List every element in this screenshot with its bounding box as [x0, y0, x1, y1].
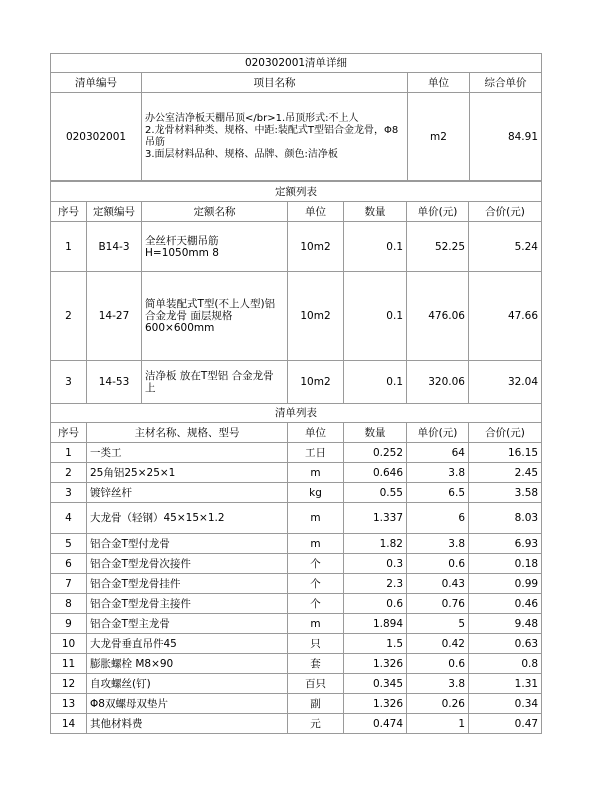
material-cell-qty: 1.894	[344, 614, 407, 634]
quota-cell-code: B14-3	[87, 222, 142, 272]
material-cell-index: 7	[51, 574, 87, 594]
quota-cell-index: 3	[51, 361, 87, 404]
material-cell-qty: 0.55	[344, 483, 407, 503]
materials-col-header: 序号	[51, 423, 87, 443]
material-cell-total: 9.48	[469, 614, 542, 634]
table-row	[51, 463, 542, 483]
material-cell-index: 9	[51, 614, 87, 634]
bill-item-table	[50, 53, 542, 181]
quota-cell-qty: 0.1	[344, 222, 407, 272]
material-cell-name: 铝合金T型龙骨挂件	[87, 574, 288, 594]
material-cell-unit: 元	[288, 714, 344, 734]
table-row	[51, 674, 542, 694]
quota-table	[50, 181, 542, 404]
bill-name: 办公室洁净板天棚吊顶</br>1.吊顶形式:不上人 2.龙骨材料种类、规格、中距:装配式T型铝合金龙骨，Φ8吊筋 3.面层材料品种、规格、品牌、颜色:洁净板	[142, 93, 408, 181]
material-cell-qty: 1.337	[344, 503, 407, 534]
bill-code: 020302001	[51, 93, 142, 181]
material-cell-unit: m	[288, 614, 344, 634]
quota-col-header: 合价(元)	[469, 202, 542, 222]
quota-cell-qty: 0.1	[344, 272, 407, 361]
quota-col-header: 单价(元)	[407, 202, 469, 222]
table-row	[51, 483, 542, 503]
quota-cell-code: 14-53	[87, 361, 142, 404]
material-cell-index: 4	[51, 503, 87, 534]
table-row	[51, 714, 542, 734]
material-cell-total: 1.31	[469, 674, 542, 694]
table-row	[51, 654, 542, 674]
materials-col-header: 单价(元)	[407, 423, 469, 443]
table-row	[51, 443, 542, 463]
material-cell-name: 铝合金T型龙骨次接件	[87, 554, 288, 574]
material-cell-name: 一类工	[87, 443, 288, 463]
material-cell-total: 0.8	[469, 654, 542, 674]
material-cell-price: 0.26	[407, 694, 469, 714]
material-cell-total: 0.18	[469, 554, 542, 574]
material-cell-price: 3.8	[407, 534, 469, 554]
material-cell-name: 其他材料费	[87, 714, 288, 734]
material-cell-qty: 1.82	[344, 534, 407, 554]
table-row	[51, 222, 542, 272]
material-cell-unit: 个	[288, 594, 344, 614]
bill-price: 84.91	[470, 93, 542, 181]
material-cell-qty: 0.252	[344, 443, 407, 463]
material-cell-name: 大龙骨（轻钢）45×15×1.2	[87, 503, 288, 534]
material-cell-qty: 2.3	[344, 574, 407, 594]
quota-section-title: 定额列表	[51, 182, 542, 202]
quota-cell-total: 32.04	[469, 361, 542, 404]
table-row	[51, 272, 542, 361]
material-cell-unit: m	[288, 534, 344, 554]
material-cell-price: 64	[407, 443, 469, 463]
quota-cell-code: 14-27	[87, 272, 142, 361]
table-row	[51, 614, 542, 634]
material-cell-price: 3.8	[407, 674, 469, 694]
quota-col-header: 单位	[288, 202, 344, 222]
quota-cell-unit: 10m2	[288, 222, 344, 272]
table-row	[51, 554, 542, 574]
material-cell-qty: 1.326	[344, 694, 407, 714]
material-cell-index: 6	[51, 554, 87, 574]
quota-header-row	[51, 202, 542, 222]
material-cell-qty: 0.474	[344, 714, 407, 734]
quota-cell-unit: 10m2	[288, 361, 344, 404]
table-row	[51, 694, 542, 714]
material-cell-total: 8.03	[469, 503, 542, 534]
materials-col-header: 单位	[288, 423, 344, 443]
table-row	[51, 594, 542, 614]
material-cell-index: 5	[51, 534, 87, 554]
col-header-code: 清单编号	[51, 73, 142, 93]
material-cell-index: 8	[51, 594, 87, 614]
quota-col-header: 序号	[51, 202, 87, 222]
table-row	[51, 503, 542, 534]
material-cell-price: 1	[407, 714, 469, 734]
material-cell-unit: 套	[288, 654, 344, 674]
quota-cell-price: 476.06	[407, 272, 469, 361]
material-cell-qty: 0.3	[344, 554, 407, 574]
material-cell-total: 6.93	[469, 534, 542, 554]
material-cell-name: Φ8双螺母双垫片	[87, 694, 288, 714]
material-cell-unit: 个	[288, 574, 344, 594]
quota-cell-unit: 10m2	[288, 272, 344, 361]
quota-col-header: 数量	[344, 202, 407, 222]
material-cell-index: 10	[51, 634, 87, 654]
material-cell-total: 0.46	[469, 594, 542, 614]
material-cell-price: 0.6	[407, 554, 469, 574]
quota-cell-index: 2	[51, 272, 87, 361]
material-cell-name: 自攻螺丝(钉)	[87, 674, 288, 694]
material-cell-price: 5	[407, 614, 469, 634]
material-cell-total: 0.34	[469, 694, 542, 714]
material-cell-price: 0.6	[407, 654, 469, 674]
material-cell-unit: 副	[288, 694, 344, 714]
material-cell-name: 膨胀螺栓 M8×90	[87, 654, 288, 674]
material-cell-unit: 个	[288, 554, 344, 574]
quota-cell-qty: 0.1	[344, 361, 407, 404]
quota-cell-total: 5.24	[469, 222, 542, 272]
material-cell-unit: m	[288, 503, 344, 534]
material-cell-price: 0.42	[407, 634, 469, 654]
material-cell-total: 2.45	[469, 463, 542, 483]
material-cell-total: 3.58	[469, 483, 542, 503]
material-cell-unit: 只	[288, 634, 344, 654]
table-row	[51, 534, 542, 554]
material-cell-unit: 工日	[288, 443, 344, 463]
quota-cell-price: 52.25	[407, 222, 469, 272]
table-row	[51, 361, 542, 404]
material-cell-qty: 1.5	[344, 634, 407, 654]
bill-unit: m2	[408, 93, 470, 181]
materials-col-header: 数量	[344, 423, 407, 443]
material-cell-name: 大龙骨垂直吊件45	[87, 634, 288, 654]
materials-col-header: 主材名称、规格、型号	[87, 423, 288, 443]
material-cell-name: 铝合金T型龙骨主接件	[87, 594, 288, 614]
materials-header-row	[51, 423, 542, 443]
material-cell-index: 13	[51, 694, 87, 714]
material-cell-price: 6	[407, 503, 469, 534]
material-cell-name: 铝合金T型主龙骨	[87, 614, 288, 634]
quota-cell-name: 简单装配式T型(不上人型)铝合金龙骨 面层规格600×600mm	[142, 272, 288, 361]
material-cell-price: 6.5	[407, 483, 469, 503]
material-cell-total: 16.15	[469, 443, 542, 463]
materials-body	[51, 443, 542, 734]
col-header-price: 综合单价	[470, 73, 542, 93]
quota-cell-name: 全丝杆天棚吊筋 H=1050mm 8	[142, 222, 288, 272]
material-cell-qty: 0.646	[344, 463, 407, 483]
quota-cell-name: 洁净板 放在T型铝 合金龙骨上	[142, 361, 288, 404]
material-cell-unit: 百只	[288, 674, 344, 694]
table-row	[51, 574, 542, 594]
quota-col-header: 定额名称	[142, 202, 288, 222]
col-header-name: 项目名称	[142, 73, 408, 93]
material-cell-index: 14	[51, 714, 87, 734]
table-row	[51, 634, 542, 654]
material-cell-name: 铝合金T型付龙骨	[87, 534, 288, 554]
col-header-unit: 单位	[408, 73, 470, 93]
page-title: 020302001清单详细	[51, 54, 542, 73]
quota-cell-price: 320.06	[407, 361, 469, 404]
material-cell-name: 镀锌丝杆	[87, 483, 288, 503]
material-cell-qty: 0.345	[344, 674, 407, 694]
material-cell-index: 2	[51, 463, 87, 483]
material-cell-price: 3.8	[407, 463, 469, 483]
material-cell-index: 11	[51, 654, 87, 674]
material-cell-total: 0.99	[469, 574, 542, 594]
quota-col-header: 定额编号	[87, 202, 142, 222]
materials-col-header: 合价(元)	[469, 423, 542, 443]
material-cell-name: 25角铝25×25×1	[87, 463, 288, 483]
material-cell-total: 0.47	[469, 714, 542, 734]
material-cell-price: 0.43	[407, 574, 469, 594]
material-cell-index: 12	[51, 674, 87, 694]
quota-cell-total: 47.66	[469, 272, 542, 361]
material-cell-index: 1	[51, 443, 87, 463]
materials-section-title: 清单列表	[51, 404, 542, 423]
material-cell-total: 0.63	[469, 634, 542, 654]
material-cell-unit: m	[288, 463, 344, 483]
material-cell-qty: 1.326	[344, 654, 407, 674]
materials-table	[50, 403, 542, 734]
material-cell-unit: kg	[288, 483, 344, 503]
quota-cell-index: 1	[51, 222, 87, 272]
material-cell-qty: 0.6	[344, 594, 407, 614]
material-cell-index: 3	[51, 483, 87, 503]
material-cell-price: 0.76	[407, 594, 469, 614]
